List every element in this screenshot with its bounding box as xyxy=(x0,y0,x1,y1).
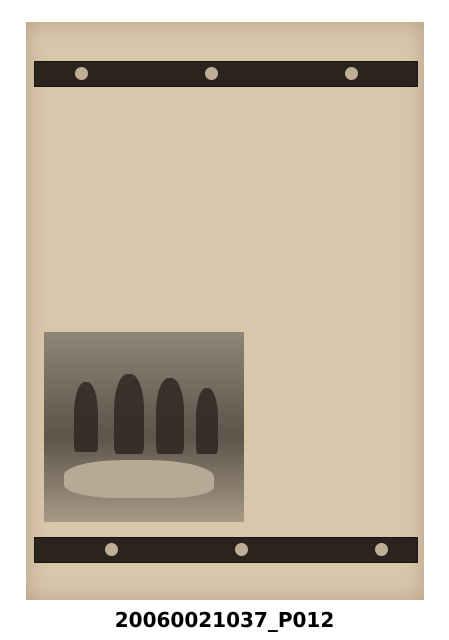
stage-photo xyxy=(44,332,244,522)
script-line xyxy=(94,92,108,212)
script-line xyxy=(314,322,328,482)
performer-figure xyxy=(196,388,218,454)
script-line xyxy=(144,92,158,212)
script-line xyxy=(194,92,208,212)
script-line xyxy=(69,92,83,212)
script-line xyxy=(266,322,280,482)
script-line xyxy=(298,322,312,482)
script-line xyxy=(244,92,258,212)
script-line xyxy=(362,322,376,482)
script-line xyxy=(169,92,183,212)
ornament-motif xyxy=(205,67,218,80)
stage-rock xyxy=(64,460,214,498)
script-line xyxy=(394,92,408,317)
script-line xyxy=(250,322,264,482)
script-line xyxy=(269,92,283,212)
script-line xyxy=(378,322,392,482)
performer-figure xyxy=(74,382,98,452)
ornament-motif xyxy=(235,543,248,556)
ornament-motif xyxy=(375,543,388,556)
script-line xyxy=(330,322,344,482)
script-line xyxy=(344,92,358,317)
script-line xyxy=(394,322,408,482)
performer-figure xyxy=(156,378,184,454)
ornamental-band-bottom xyxy=(34,537,418,563)
script-line xyxy=(369,92,383,317)
performer-figure xyxy=(114,374,144,454)
script-line xyxy=(219,92,233,212)
script-line xyxy=(294,92,308,317)
script-line xyxy=(319,92,333,317)
ornamental-band-top xyxy=(34,61,418,87)
ornament-motif xyxy=(345,67,358,80)
script-line xyxy=(282,322,296,482)
script-line xyxy=(346,322,360,482)
ornament-motif xyxy=(105,543,118,556)
scanned-page xyxy=(26,22,424,600)
page-caption: 20060021037_P012 xyxy=(114,608,335,632)
ornament-motif xyxy=(75,67,88,80)
script-line xyxy=(119,92,133,212)
